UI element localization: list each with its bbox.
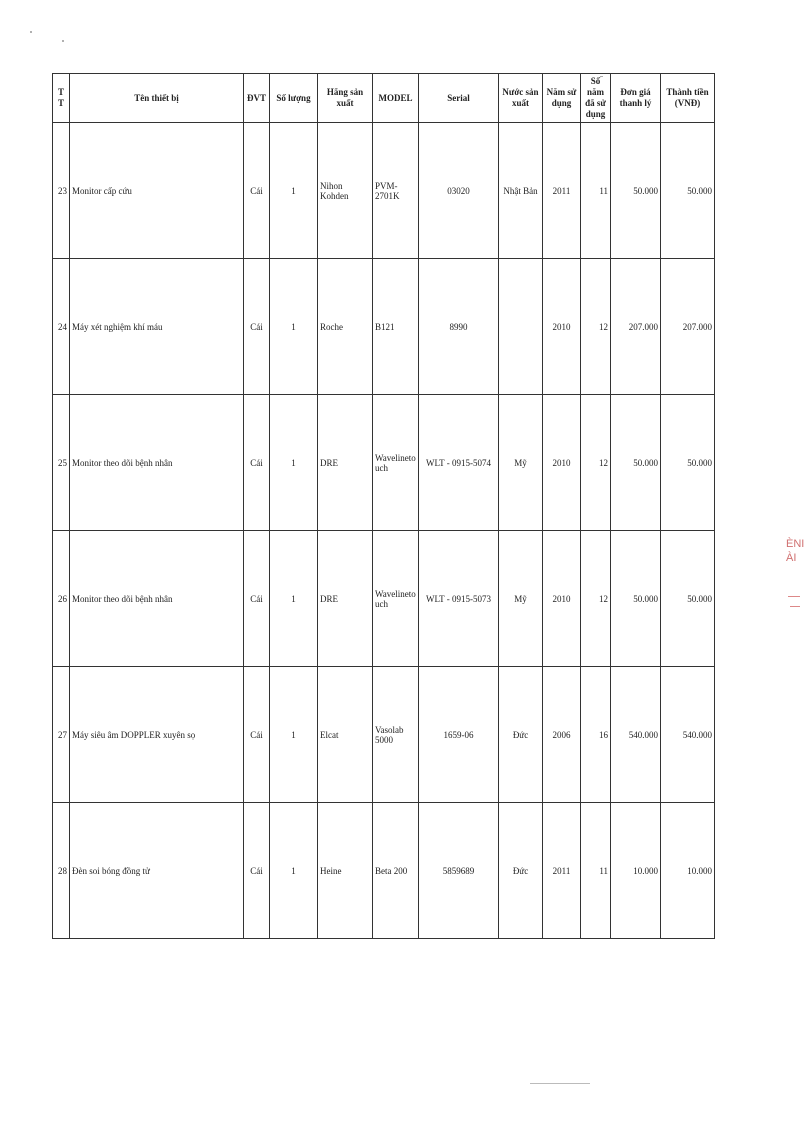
cell-unit: Cái — [244, 395, 270, 531]
cell-name: Đèn soi bóng đồng tử — [70, 803, 244, 939]
scan-speck — [62, 40, 64, 42]
cell-years-used: 12 — [581, 259, 611, 395]
edge-stamp-stroke — [788, 596, 800, 597]
header-model: MODEL — [373, 74, 419, 123]
cell-unit: Cái — [244, 667, 270, 803]
cell-year: 2011 — [543, 123, 581, 259]
edge-stamp-line: ÀI — [786, 552, 797, 564]
cell-year: 2006 — [543, 667, 581, 803]
table-row — [53, 803, 715, 939]
header-tt: T T — [53, 74, 70, 123]
cell-name: Máy xét nghiệm khí máu — [70, 259, 244, 395]
cell-qty: 1 — [270, 531, 318, 667]
cell-qty: 1 — [270, 259, 318, 395]
cell-country — [499, 259, 543, 395]
cell-name: Monitor theo dõi bệnh nhân — [70, 395, 244, 531]
header-year: Năm sử dụng — [543, 74, 581, 123]
scan-mark — [530, 1083, 590, 1084]
cell-serial: WLT - 0915-5074 — [419, 395, 499, 531]
cell-qty: 1 — [270, 395, 318, 531]
cell-country: Mỹ — [499, 531, 543, 667]
cell-maker: DRE — [318, 395, 373, 531]
cell-total: 50.000 — [661, 531, 715, 667]
cell-name: Máy siêu âm DOPPLER xuyên sọ — [70, 667, 244, 803]
cell-tt: 23 — [53, 123, 70, 259]
cell-total: 10.000 — [661, 803, 715, 939]
table-row — [53, 395, 715, 531]
cell-model: B121 — [373, 259, 419, 395]
header-country: Nước sản xuất — [499, 74, 543, 123]
header-serial: Serial — [419, 74, 499, 123]
cell-unit-price: 540.000 — [611, 667, 661, 803]
table-row — [53, 531, 715, 667]
cell-tt: 25 — [53, 395, 70, 531]
cell-tt: 27 — [53, 667, 70, 803]
cell-year: 2010 — [543, 395, 581, 531]
header-unit: ĐVT — [244, 74, 270, 123]
cell-tt: 28 — [53, 803, 70, 939]
cell-serial: 03020 — [419, 123, 499, 259]
cell-unit-price: 207.000 — [611, 259, 661, 395]
cell-country: Nhật Bản — [499, 123, 543, 259]
equipment-table — [52, 73, 715, 939]
header-qty: Số lượng — [270, 74, 318, 123]
cell-serial: 1659-06 — [419, 667, 499, 803]
cell-model: Beta 200 — [373, 803, 419, 939]
cell-serial: 5859689 — [419, 803, 499, 939]
edge-stamp-fragment — [786, 515, 804, 625]
cell-unit-price: 50.000 — [611, 395, 661, 531]
cell-total: 540.000 — [661, 667, 715, 803]
cell-model: PVM-2701K — [373, 123, 419, 259]
cell-maker: Roche — [318, 259, 373, 395]
cell-total: 207.000 — [661, 259, 715, 395]
header-unit-price: Đơn giá thanh lý — [611, 74, 661, 123]
scan-speck — [30, 31, 32, 33]
cell-years-used: 11 — [581, 803, 611, 939]
cell-qty: 1 — [270, 667, 318, 803]
cell-tt: 26 — [53, 531, 70, 667]
cell-years-used: 16 — [581, 667, 611, 803]
cell-total: 50.000 — [661, 395, 715, 531]
cell-unit-price: 50.000 — [611, 531, 661, 667]
cell-serial: 8990 — [419, 259, 499, 395]
header-years-used: Số năm đã sử dụng — [581, 74, 611, 123]
table-row — [53, 123, 715, 259]
cell-qty: 1 — [270, 803, 318, 939]
cell-country: Đức — [499, 667, 543, 803]
cell-serial: WLT - 0915-5073 — [419, 531, 499, 667]
cell-maker: Nihon Kohden — [318, 123, 373, 259]
cell-unit: Cái — [244, 531, 270, 667]
cell-model: Vasolab 5000 — [373, 667, 419, 803]
table-row — [53, 667, 715, 803]
cell-year: 2011 — [543, 803, 581, 939]
cell-year: 2010 — [543, 531, 581, 667]
header-total: Thành tiền (VNĐ) — [661, 74, 715, 123]
cell-years-used: 11 — [581, 123, 611, 259]
cell-unit-price: 10.000 — [611, 803, 661, 939]
cell-unit-price: 50.000 — [611, 123, 661, 259]
cell-country: Đức — [499, 803, 543, 939]
cell-model: Wavelinetouch — [373, 395, 419, 531]
cell-maker: Elcat — [318, 667, 373, 803]
cell-country: Mỹ — [499, 395, 543, 531]
edge-stamp-stroke — [790, 606, 800, 607]
cell-name: Monitor cấp cứu — [70, 123, 244, 259]
cell-unit: Cái — [244, 803, 270, 939]
header-name: Tên thiết bị — [70, 74, 244, 123]
header-maker: Hãng sản xuất — [318, 74, 373, 123]
cell-maker: Heine — [318, 803, 373, 939]
cell-qty: 1 — [270, 123, 318, 259]
cell-total: 50.000 — [661, 123, 715, 259]
cell-unit: Cái — [244, 259, 270, 395]
cell-maker: DRE — [318, 531, 373, 667]
cell-year: 2010 — [543, 259, 581, 395]
cell-years-used: 12 — [581, 395, 611, 531]
table-row — [53, 259, 715, 395]
cell-unit: Cái — [244, 123, 270, 259]
cell-years-used: 12 — [581, 531, 611, 667]
table-header-row — [53, 74, 715, 123]
cell-model: Wavelinetouch — [373, 531, 419, 667]
cell-name: Monitor theo dõi bệnh nhân — [70, 531, 244, 667]
cell-tt: 24 — [53, 259, 70, 395]
edge-stamp-line: ÈNI — [786, 538, 804, 550]
